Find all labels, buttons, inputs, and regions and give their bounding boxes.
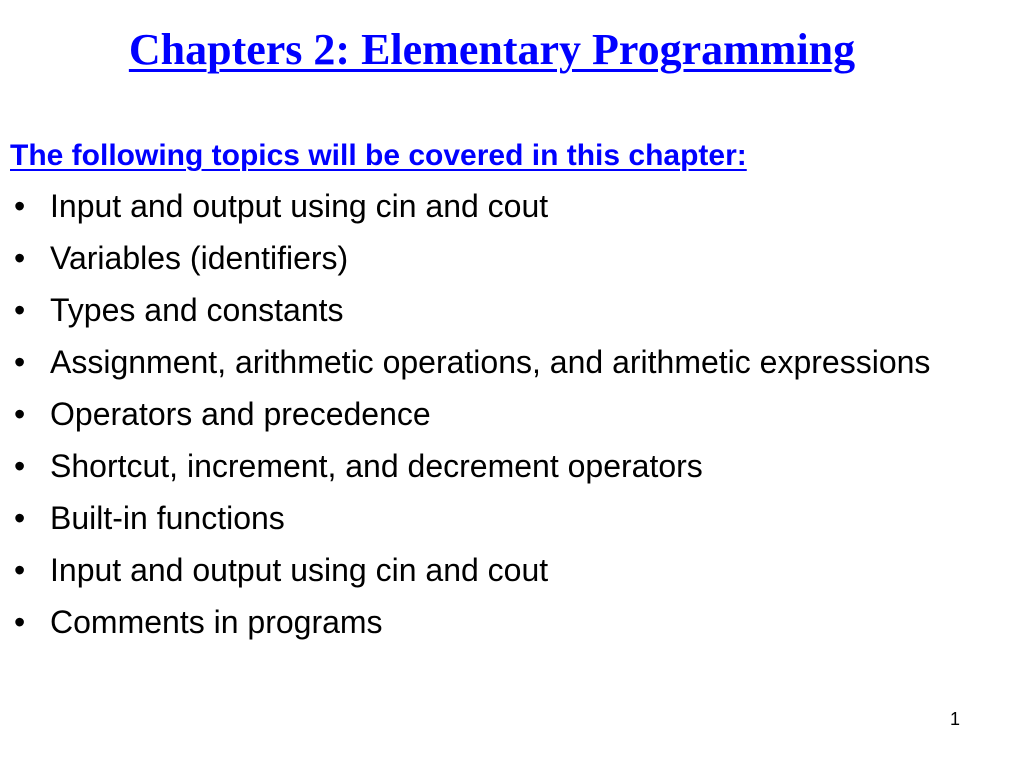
list-item-text: Shortcut, increment, and decrement operators: [50, 448, 703, 484]
list-item-text: Comments in programs: [50, 604, 383, 640]
bullet-icon: •: [14, 344, 26, 380]
list-item: [0, 552, 1000, 588]
bullet-icon: •: [14, 396, 26, 432]
bullet-icon: •: [14, 448, 26, 484]
slide-title: Chapters 2: Elementary Programming: [128, 25, 856, 74]
list-item-text: Operators and precedence: [50, 396, 431, 432]
list-item: [0, 500, 1000, 536]
bullet-icon: •: [14, 292, 26, 328]
list-item-text: Input and output using cin and cout: [50, 188, 549, 224]
topic-list: [0, 188, 1000, 656]
list-item: [0, 188, 1000, 224]
list-item-text: Built-in functions: [50, 500, 285, 536]
list-item-text: Input and output using cin and cout: [50, 552, 549, 588]
list-item: [0, 448, 1000, 484]
list-item-text: Assignment, arithmetic operations, and arithmetic expressions: [50, 344, 931, 380]
list-item: [0, 240, 1000, 276]
list-item: [0, 292, 1000, 328]
list-item-text: Types and constants: [50, 292, 344, 328]
list-item-text: Variables (identifiers): [50, 240, 349, 276]
slide-number: 1: [950, 709, 961, 729]
slide-subtitle: The following topics will be covered in this chapter:: [10, 139, 747, 172]
bullet-icon: •: [14, 500, 26, 536]
bullet-icon: •: [14, 604, 26, 640]
list-item: [0, 344, 1000, 380]
bullet-icon: •: [14, 552, 26, 588]
bullet-icon: •: [14, 240, 26, 276]
bullet-icon: •: [14, 188, 26, 224]
list-item: [0, 396, 1000, 432]
list-item: [0, 604, 1000, 640]
